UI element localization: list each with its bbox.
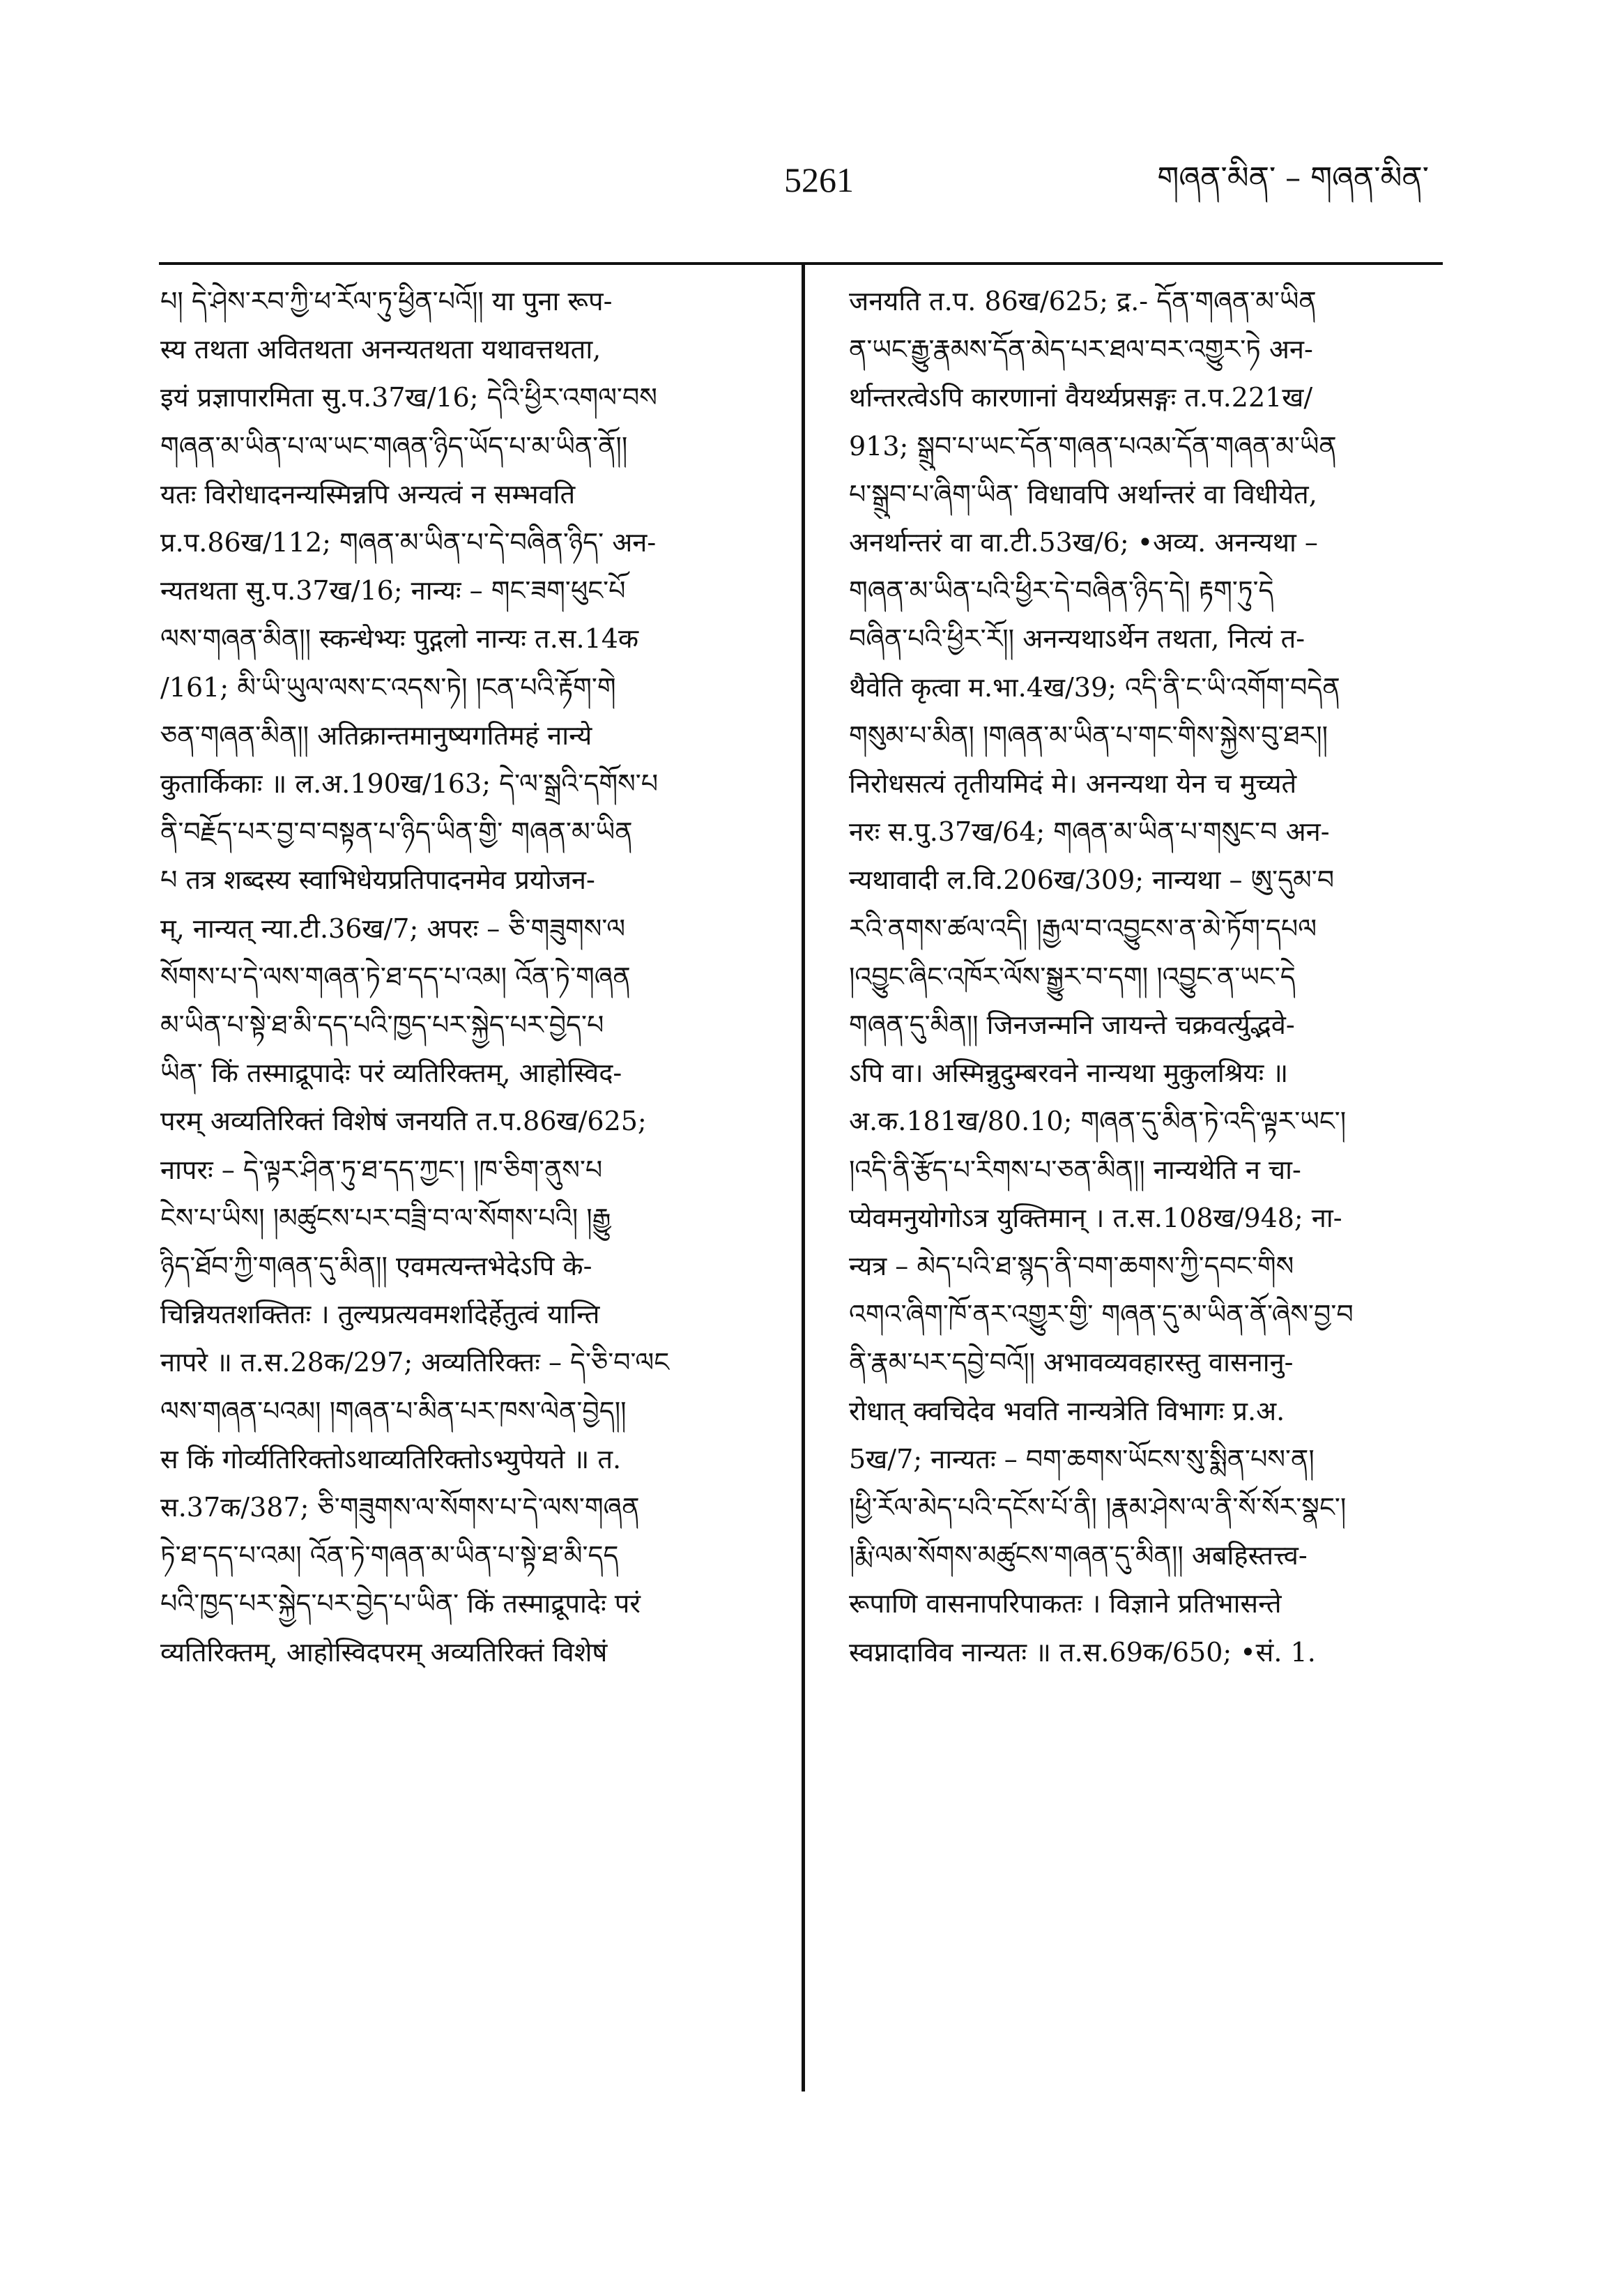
text-line: སོགས་པ་དེ་ལས་གཞན་ཏེ་ཐ་དད་པ་འམ། འོན་ཏེ་གཞན [160, 961, 631, 992]
text-line: རའི་ནགས་ཚལ་འདི། །རྒྱལ་བ་འབྱུངས་ན་མེ་ཏོག་དཔལ [849, 913, 1317, 944]
text-line: निरोधसत्यं तृतीयमिदं मे। अनन्यथा येन च मुच्यते [849, 768, 1297, 800]
text-line: /161; མི་ཡི་ཡུལ་ལས་ང་འདས་ཏེ། །ངན་པའི་རྟོག་གེ [160, 671, 616, 703]
text-line: प्र.प.86ख/112; གཞན་མ་ཡིན་པ་དེ་བཞིན་ཉིད་ अन- [160, 527, 657, 558]
text-line: थैवेति कृत्वा म.भा.4ख/39; འདི་ནི་ང་ཡི་འགོག་བདེན [849, 671, 1340, 703]
text-line: གསུམ་པ་མིན། །གཞན་མ་ཡིན་པ་གང་གིས་སྐྱེས་བུ་ཐར།། [849, 719, 1328, 751]
text-line: པའི་ཁྱད་པར་སྐྱེད་པར་བྱེད་པ་ཡིན་ किं तस्माद्रूपादेः परं [160, 1588, 641, 1620]
text-line: व्यतिरिक्तम्, आहोस्विदपरम् अव्यतिरिक्तं विशेषं [160, 1636, 608, 1668]
text-line: ལས་གཞན་མིན།། स्कन्धेभ्यः पुद्गलो नान्यः त.स.14क [160, 623, 639, 655]
text-line: ངེས་པ་ཡིས། །མཚུངས་པར་བཟྲི་བ་ལ་སོགས་པའི། །རྒྱུ [160, 1202, 611, 1233]
text-line: པ་སྒྲུབ་པ་ཞིག་ཡིན་ विधावपि अर्थान्तरं वा विधीयेत, [849, 478, 1317, 510]
text-line: །འབྱུང་ཞིང་འཁོར་ལོས་སྒྱུར་བ་དག། །འབྱུང་ན་ཡང་དེ [849, 961, 1296, 992]
text-line: स्वप्नादाविव नान्यतः ॥ त.स.69क/650; •सं. 1. [849, 1636, 1316, 1668]
text-line: 5ख/7; नान्यतः – བག་ཆགས་ཡོངས་སུ་སྨིན་པས་ན། [849, 1443, 1315, 1475]
text-line: जनयति त.प. 86ख/625; द्र.- དོན་གཞན་མ་ཡིན [849, 286, 1317, 317]
text-line: ཅན་གཞན་མིན།། अतिक्रान्तमानुष्यगतिमहं नान्ये [160, 719, 592, 751]
text-line: ཏེ་ཐ་དད་པ་འམ། འོན་ཏེ་གཞན་མ་ཡིན་པ་སྟེ་ཐ་མི་དད [160, 1540, 619, 1571]
column-divider [802, 265, 805, 2091]
text-line: र्थान्तरत्वेऽपि कारणानां वैयर्थ्यप्रसङ्गः त.प.221ख/ [849, 382, 1313, 413]
text-line: म्, नान्यत् न्या.टी.36ख/7; अपरः – ཅི་གཟུགས་ལ [160, 913, 626, 944]
text-line: यतः विरोधादनन्यस्मिन्नपि अन्यत्वं न सम्भवति [160, 478, 576, 510]
text-line: रोधात् क्वचिदेव भवति नान्यत्रेति विभागः प्र.अ. [849, 1395, 1285, 1426]
text-line: ནི་རྣམ་པར་དབྱེ་བའོ།། अभावव्यवहारस्तु वासनानु- [849, 1347, 1294, 1378]
text-line: བཞིན་པའི་ཕྱིར་རོ།། अनन्यथाऽर्थेन तथता, नित्यं त- [849, 623, 1305, 655]
text-line: स्य तथता अवितथता अनन्यतथता यथावत्तथता, [160, 334, 602, 365]
page-number: 5261 [784, 160, 854, 199]
text-line: གཞན་མ་ཡིན་པ་ལ་ཡང་གཞན་ཉིད་ཡོད་པ་མ་ཡིན་ནོ།། [160, 430, 628, 462]
text-line: ལས་གཞན་པའམ། །གཞན་པ་མིན་པར་ཁས་ལེན་བྱེད།། [160, 1395, 627, 1426]
left-column [160, 277, 774, 1677]
text-line: པ། དེ་ཤེས་རབ་ཀྱི་ཕ་རོལ་ཏུ་ཕྱིན་པའོ།། या पुना रूप- [160, 286, 613, 317]
text-line: स किं गोर्व्यतिरिक्तोऽथाव्यतिरिक्तोऽभ्युपेयते ॥ त. [160, 1443, 622, 1475]
right-column [849, 277, 1455, 1677]
text-line: न्यत्र – མེད་པའི་ཐ་སྙད་ནི་བག་ཆགས་ཀྱི་དབང་གིས [849, 1251, 1294, 1282]
text-line: པ तत्र शब्दस्य स्वाभिधेयप्रतिपादनमेव प्रयोजन- [160, 864, 595, 896]
text-line: མ་ཡིན་པ་སྟེ་ཐ་མི་དད་པའི་ཁྱད་པར་སྐྱེད་པར་བྱེད་པ [160, 1009, 604, 1041]
text-line: अनर्थान्तरं वा वा.टी.53ख/6; •अव्य. अनन्यथा – [849, 527, 1318, 558]
text-line: །ཕྱི་རོལ་མེད་པའི་དངོས་པོ་ནི། །རྣམ་ཤེས་ལ་ནི་སོ་སོར་སྣང་། [849, 1492, 1347, 1523]
text-line: रूपाणि वासनापरिपाकतः । विज्ञाने प्रतिभासन्ते [849, 1588, 1282, 1620]
text-line: नापरः – དེ་ལྟར་ཤིན་ཏུ་ཐ་དད་ཀྱང་། །ཁ་ཅིག་ནུས་པ [160, 1154, 603, 1185]
text-line: ནི་བརྗོད་པར་བྱ་བ་བསྟན་པ་ཉིད་ཡིན་གྱི་ གཞན་མ་ཡིན [160, 816, 633, 848]
header-rule [159, 262, 1443, 265]
text-line: नरः स.पु.37ख/64; གཞན་མ་ཡིན་པ་གསུང་བ अन- [849, 816, 1330, 848]
text-line: །རྨི་ལམ་སོགས་མཚུངས་གཞན་དུ་མིན།། अबहिस्तत्त्व- [849, 1540, 1308, 1571]
text-line: ན་ཡང་རྒྱུ་རྣམས་དོན་མེད་པར་ཐལ་བར་འགྱུར་ཏེ अन- [849, 334, 1313, 365]
text-line: न्यथावादी ल.वि.206ख/309; नान्यथा – ཨུ་དུམ་བ [849, 864, 1335, 896]
text-line: अ.क.181ख/80.10; གཞན་དུ་མིན་ཏེ་འདི་ལྟར་ཡང་། [849, 1106, 1347, 1137]
text-line: प्येवमनुयोगोऽत्र युक्तिमान् । त.स.108ख/948; ना- [849, 1202, 1342, 1233]
text-line: इयं प्रज्ञापारमिता सु.प.37ख/16; དེའི་ཕྱིར་འགལ་བས [160, 382, 657, 413]
text-line: །འདི་ནི་རྩོད་པ་རིགས་པ་ཅན་མིན།། नान्यथेति न चा- [849, 1154, 1301, 1185]
text-line: स.37क/387; ཅི་གཟུགས་ལ་སོགས་པ་དེ་ལས་གཞན [160, 1492, 640, 1523]
text-line: कुतार्किकाः ॥ ल.अ.190ख/163; དེ་ལ་སྒྲའི་དགོས་པ [160, 768, 659, 800]
text-line: ཉིད་ཐོབ་ཀྱི་གཞན་དུ་མིན།། एवमत्यन्तभेदेऽपि के- [160, 1251, 592, 1282]
text-line: नापरे ॥ त.स.28क/297; अव्यतिरिक्तः – དེ་ཅི་བ་ལང [160, 1347, 670, 1378]
text-line: གཞན་མ་ཡིན་པའི་ཕྱིར་དེ་བཞིན་ཉིད་དེ། རྟག་ཏུ་དེ [849, 575, 1274, 607]
text-line: གཞན་དུ་མིན།། जिनजन्मनि जायन्ते चक्रवर्त्युद्भवे- [849, 1009, 1295, 1041]
text-line: न्यतथता सु.प.37ख/16; नान्यः – གང་ཟག་ཕུང་པོ [160, 575, 626, 607]
text-line: चिन्नियतशक्तितः । तुल्यप्रत्यवमर्शादेर्हेतुत्वं यान्ति [160, 1299, 600, 1330]
running-headword: གཞན་མིན་ – གཞན་མིན་ [1157, 160, 1429, 196]
text-line: 913; སྒྲུབ་པ་ཡང་དོན་གཞན་པའམ་དོན་གཞན་མ་ཡིན [849, 430, 1337, 462]
text-line: ऽपि वा। अस्मिन्नुदुम्बरवने नान्यथा मुकुलश्रियः ॥ [849, 1058, 1289, 1089]
text-line: परम् अव्यतिरिक्तं विशेषं जनयति त.प.86ख/625; [160, 1106, 647, 1137]
text-line: འགའ་ཞིག་ཁོ་ནར་འགྱུར་གྱི་ གཞན་དུ་མ་ཡིན་ནོ་ཞེས་བྱ་བ [849, 1299, 1354, 1330]
text-line: ཡིན་ किं तस्माद्रूपादेः परं व्यतिरिक्तम्, आहोस्विद- [160, 1058, 622, 1089]
